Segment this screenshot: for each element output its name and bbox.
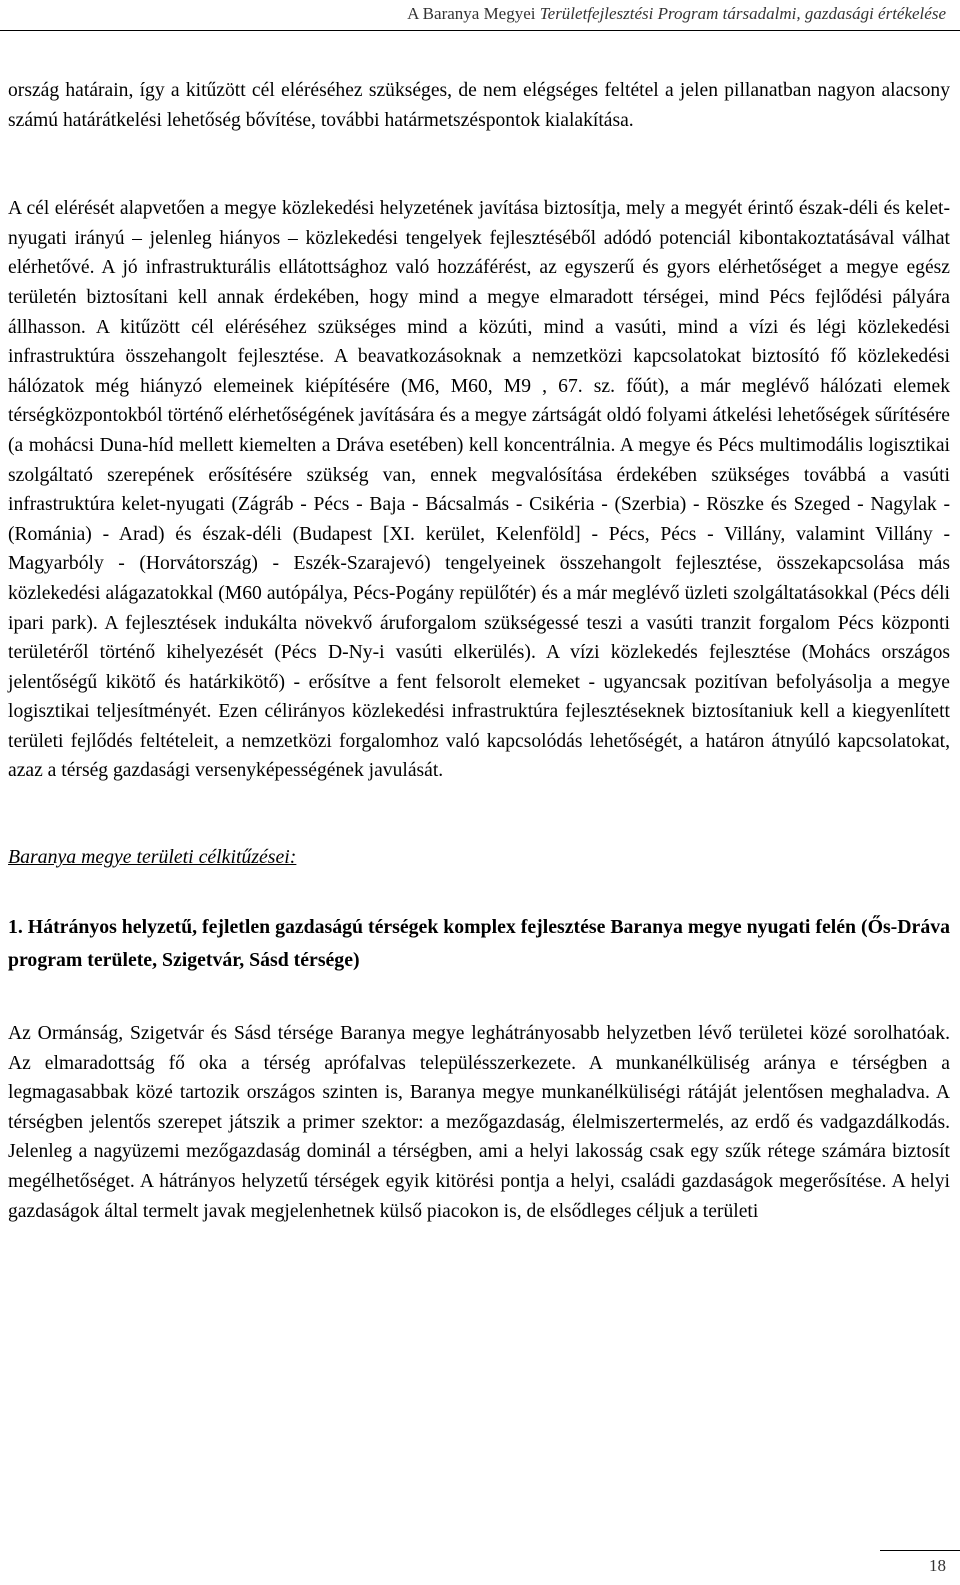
page-number: 18: [929, 1556, 946, 1575]
header-title-italic: Területfejlesztési Program társadalmi, gazdasági értékelése: [539, 4, 946, 23]
paragraph-continuation: ország határain, így a kitűzött cél eléréséhez szükséges, de nem elégséges feltétel a jelen pillanatban nagyon alacsony számú határátkelési lehetőség bővítése, további határmetszéspontok kialakítása.: [8, 80, 950, 131]
goal-title: 1. Hátrányos helyzetű, fejletlen gazdaságú térségek komplex fejlesztése Baranya megye nyugati felén (Ős-Dráva program területe, Szigetvár, Sásd térsége): [8, 916, 950, 972]
header-title: [407, 4, 946, 24]
footer-rule: [880, 1550, 960, 1551]
header-title-prefix: A Baranya Megyei: [407, 4, 540, 23]
paragraph-transport-goals: A cél elérését alapvetően a megye közlekedési helyzetének javítása biztosítja, mely a megyét érintő észak-déli és kelet-nyugati irányú – jelenleg hiányos – közlekedési tengelyek fejlesztéséből adódó potenciál kibontakoztatásával válhat elérhetővé. A jó infrastrukturális ellátottsághoz való hozzáférést, az egyszerű és gyors elérhetőséget a megye egész területén biztosítani kell annak érdekében, hogy mind a megye elmaradott térségei, mind Pécs fejlődési pályára állhasson. A kitűzött cél eléréséhez szükséges mind a közúti, mind a vasúti, mind a vízi és légi közlekedési infrastruktúra összehangolt fejlesztése. A beavatkozásoknak a nemzetközi kapcsolatokat biztosító fő közlekedési hálózatok még hiányzó elemeinek kiépítésére (M6, M60, M9 , 67. sz. főút), a már meglévő hálózati elemek térségközpontokból történő elérhetőségének javítására és a megye zártságát oldó folyami átkelési lehetőségek sűrítésére (a mohácsi Duna-híd mellett kiemelten a Dráva esetében) kell koncentrálnia. A megye és Pécs multimodális logisztikai szolgáltató szerepének erősítésére szükség van, ennek megvalósítása érdekében szükséges továbbá a vasúti infrastruktúra kelet-nyugati (Zágráb - Pécs - Baja - Bácsalmás - Csikéria - (Szerbia) - Röszke és Szeged - Nagylak - (Románia) - Arad) és észak-déli (Budapest [XI. kerület, Kelenföld] - Pécs, Pécs - Villány, valamint Villány - Magyarbóly - (Horvátország) - Eszék-Szarajevó) tengelyeinek összehangolt fejlesztése, összekapcsolása más közlekedési alágazatokkal (M60 autópálya, Pécs-Pogány repülőtér) és a már meglévő üzleti szolgáltatásokkal (Pécs déli ipari park). A fejlesztések indukálta növekvő áruforgalom szükségessé teszi a vasúti tranzit forgalom Pécs központi területéről történő kihelyezését (Pécs D-Ny-i vasúti elkerülés). A vízi közlekedés fejlesztése (Mohács országos jelentőségű kikötő és határkikötő) - erősítve a fent felsorolt elemeket - ugyancsak pozitívan befolyásolja a megye logisztikai teljesítményét. Ezen célirányos közlekedési infrastruktúra fejlesztéseknek biztosítaniuk kell a kiegyenlített területi fejlődés feltételeit, a nemzetközi forgalomhoz való kapcsolódás lehetőségét, a határon átnyúló kapcsolatokat, azaz a térség gazdasági versenyképességének javulását.: [8, 198, 950, 782]
section-heading: Baranya megye területi célkitűzései:: [8, 846, 297, 869]
page-body: [8, 76, 950, 1226]
running-header: [0, 0, 960, 31]
paragraph-ormansag: Az Ormánság, Szigetvár és Sásd térsége Baranya megye leghátrányosabb helyzetben lévő területei közé sorolhatóak. Az elmaradottság fő oka a térség aprófalvas településszerkezete. A munkanélküliség aránya e térségben a legmagasabbak közé tartozik országos szinten is, Baranya megye munkanélküliségi rátáját jelentősen meghaladva. A térségben jelentős szerepet játszik a primer szektor: a mezőgazdaság, élelmiszertermelés, az erdő és vadgazdálkodás. Jelenleg a nagyüzemi mezőgazdaság dominál a térségben, ami a helyi lakosság csak egy szűk rétege számára biztosít megélhetőséget. A hátrányos helyzetű térségek egyik kitörési pontja a helyi, családi gazdaságok megerősítése. A helyi gazdaságok által termelt javak megjelenhetnek külső piacokon is, de elsődleges céljuk a területi: [8, 1023, 950, 1222]
